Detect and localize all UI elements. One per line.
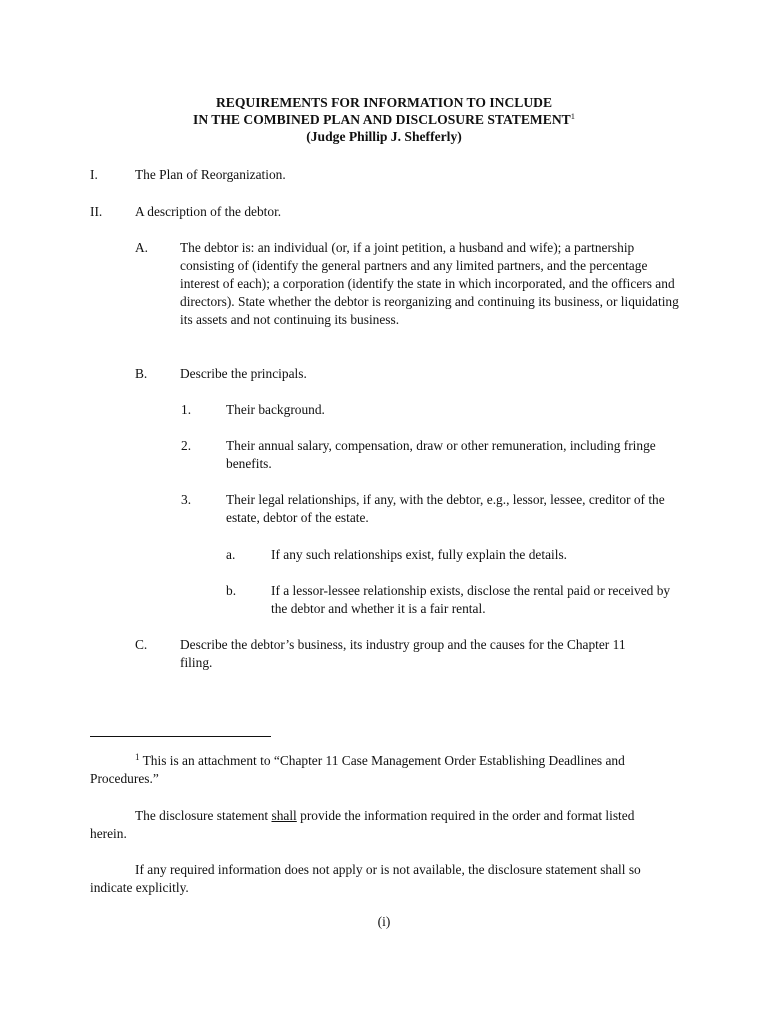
section-text: If a lessor-lessee relationship exists, disclose the rental paid or received by the debtor and whether it is a fair rental.	[271, 583, 671, 616]
footnote-paragraph-3: If any required information does not apply or is not available, the disclosure statement shall so indicate explicitly.	[90, 862, 641, 895]
title-line-1: REQUIREMENTS FOR INFORMATION TO INCLUDE	[215, 95, 553, 110]
section-number: 1.	[181, 402, 192, 417]
section-text: A description of the debtor.	[135, 204, 282, 219]
section-text: The debtor is: an individual (or, if a joint petition, a husband and wife); a partnership consisting of (identify the general partners and any limited partners, and the percentage interest of each); a corporation (identify the state in which incorporated, and the officers and directors). State whether the debtor is reorganizing and continuing its business, or liquidating its assets and not continuing its business.	[180, 240, 679, 327]
section-text: Their annual salary, compensation, draw or other remuneration, including fringe benefits.	[226, 438, 656, 471]
footnote-separator	[90, 736, 271, 737]
section-number: b.	[226, 583, 237, 598]
section-number: 3.	[181, 492, 192, 507]
page-number: (i)	[377, 914, 391, 929]
footnote-reference: 1	[570, 111, 575, 121]
footnote-marker: 1	[135, 752, 140, 762]
section-number: II.	[90, 204, 103, 219]
section-number: a.	[226, 547, 236, 562]
section-number: A.	[135, 240, 149, 255]
section-text: Their background.	[226, 402, 325, 417]
footnote-paragraph-2: The disclosure statement shall provide the information required in the order and format listed herein.	[90, 808, 635, 841]
section-number: C.	[135, 637, 148, 652]
section-text: Describe the debtor’s business, its industry group and the causes for the Chapter 11 filing.	[180, 637, 626, 670]
document-title	[0, 94, 768, 145]
title-line-2: IN THE COMBINED PLAN AND DISCLOSURE STATEMENT$^1$	[193, 111, 575, 127]
title-line-3: (Judge Phillip J. Shefferly)	[306, 129, 462, 144]
section-text: Describe the principals.	[180, 366, 307, 381]
footnote-paragraph-1: $^1$ This is an attachment to “Chapter 11 Case Management Order Establishing Deadlines and Procedures.”	[90, 752, 625, 786]
section-text: If any such relationships exist, fully explain the details.	[271, 547, 568, 562]
section-number: I.	[90, 167, 98, 182]
section-number: B.	[135, 366, 148, 381]
underlined-word: shall	[271, 808, 297, 823]
section-text: The Plan of Reorganization.	[135, 167, 286, 182]
section-text: Their legal relationships, if any, with the debtor, e.g., lessor, lessee, creditor of the estate, debtor of the estate.	[226, 492, 665, 525]
section-number: 2.	[181, 438, 192, 453]
